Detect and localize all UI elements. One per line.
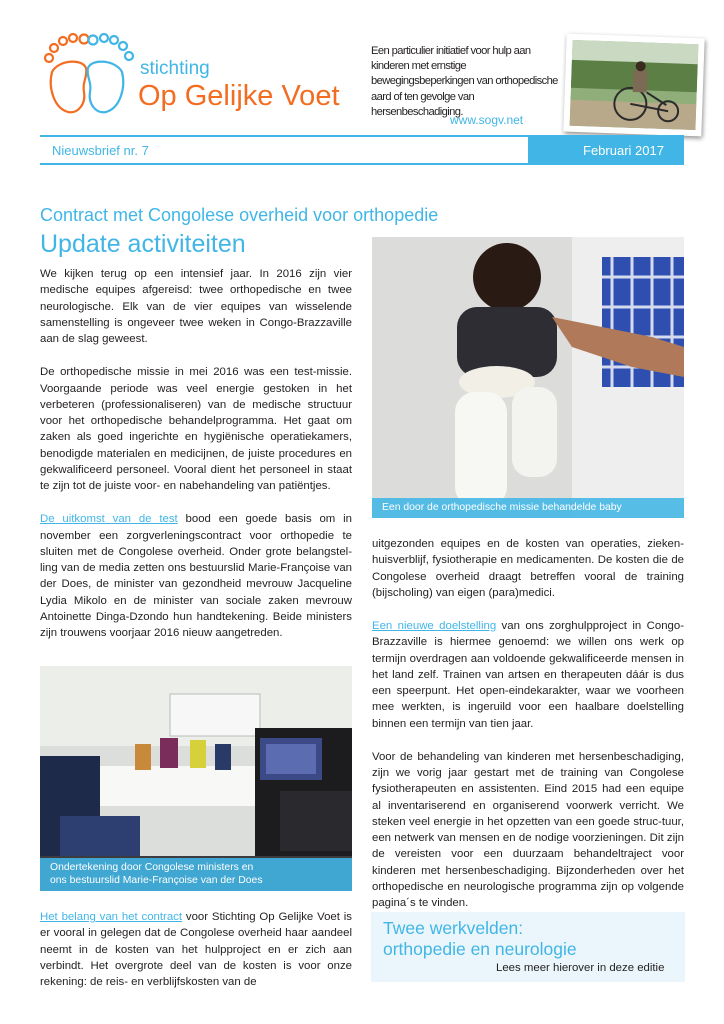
signing-caption-line2: ons bestuurslid Marie-Françoise van der Does <box>50 874 263 886</box>
fields-box-title-line1: Twee werkvelden: <box>383 918 524 938</box>
website-link[interactable]: www.sogv.net <box>450 113 524 127</box>
paragraph-1: We kijken terug op een intensief jaar. In 2016 zijn vier medische equipes afgereisd: twee orthopedische en twee neurologische. Elk van de vier equipes van wisselende samenstelling is ongeveer twee weken in Congo-Brazzaville aan de slag geweest. <box>40 268 352 345</box>
baby-caption: Een door de orthopedische missie behandelde baby <box>372 498 684 519</box>
fields-box-title <box>383 918 577 960</box>
left-column-top <box>40 266 352 641</box>
baby-photo <box>372 237 684 518</box>
paragraph-2: De orthopedische missie in mei 2016 was een test-missie. Voorgaande periode was veel energie gestoken in het verbeteren (professionaliseren) van de medische structuur voor het orthopedische behandelprogramma. Het gaat om zaken als goed ingerichte en hygiënische operatiekamers, benodigde materialen en medicijnen, de juiste procedures en gekwalificeerd personeel. Vooral dient het personeel in staat te zijn tot de juiste voor- en nabehandeling van patiëntjes. <box>40 366 352 492</box>
newsletter-number: Nieuwsbrief nr. 7 <box>52 143 149 158</box>
wheelchair-photo <box>563 34 704 137</box>
intro-text: Een particulier initiatief voor hulp aan kinderen met ernstige bewegingsbeperkingen van orthopedische aard of ten gevolge van hersenbeschadiging. <box>371 45 558 118</box>
foot-logo-icon <box>40 28 135 118</box>
paragraph-6-text: van ons zorghulpproject in Congo-Brazzaville is hiermee genoemd: we willen ons werk op termijn overdragen aan voldoende gekwalificeerde mensen in het land zelf. Trainen van artsen en therapeuten dáár is dus een speerpunt. Het open-eindekarakter, waar we voorheen mee werkten, is ingeruild voor een haalbare doelstelling binnen een termijn van tien jaar. <box>372 620 684 730</box>
paragraph-6 <box>372 618 684 732</box>
article-subtitle: Contract met Congolese overheid voor orthopedie <box>40 205 439 225</box>
fields-box-title-line2: orthopedie en neurologie <box>383 939 577 959</box>
paragraph-4-text: voor Stichting Op Gelijke Voet is er vooral in gelegen dat de Congolese overheid haar aandeel neemt in de kosten van het hulpproject en er zich aan verbindt. Het overgrote deel van de kosten is voor onze rekening: de reis- en verblijfskosten van de <box>40 911 352 988</box>
paragraph-3 <box>40 511 352 641</box>
paragraph-4 <box>40 909 352 990</box>
logo-name-text: Op Gelijke Voet <box>138 80 340 112</box>
read-more-text: Lees meer hierover in deze editie <box>496 962 665 974</box>
logo-stichting-text: stichting <box>140 58 210 79</box>
highlight-new-goal: Een nieuwe doelstelling <box>372 620 497 632</box>
signing-caption <box>40 858 352 891</box>
signing-caption-line1: Ondertekening door Congolese ministers en <box>50 862 254 873</box>
highlight-test-outcome: De uitkomst van de test <box>40 513 178 526</box>
paragraph-7: Voor de behandeling van kinderen met hersenbeschadiging, zijn we vorig jaar gestart met de training van Congolese fysiotherapeuten en assistenten. Eind 2015 had een equipe al inventariserend en organiserend voorwerk verricht. We steken veel energie in het opzetten van een goede struc-tuur, een netwerk van mensen en de nodige voorzieningen. Dit zijn de vereisten voor een duurzaam behandeltraject voor kinderen met hersenbeschadiging. Bijzonderheden over het orthopedische en neurologische programma zijn op volgende pagina´s te vinden. <box>372 750 684 909</box>
paragraph-3-text: bood een goede basis om in november een zorgverleningscontract voor orthopedie te sluiten met de Congolese overheid. Onder grote belangstel-ling van de media zetten ons bestuurslid Marie-Françoise van der Does, de minister van gezondheid mevrouw Jacqueline Lydia Mikolo en de minister van sociale zaken mevrouw Antoinette Dinga-Dzondo hun handtekening. Beide ministers zijn trouwens voorjaar 2016 nieuw aangetreden. <box>40 513 352 639</box>
newsletter-date: Februari 2017 <box>583 143 664 158</box>
paragraph-5: uitgezonden equipes en de kosten van operaties, zieken-huisverblijf, fysiotherapie en medicamenten. De kosten die de Congolese overheid draagt betreffen vooral de training (bijscholing) van eigen (para)medici. <box>372 538 684 599</box>
signing-photo <box>40 666 352 891</box>
highlight-contract-importance: Het belang van het contract <box>40 911 183 923</box>
article-title: Update activiteiten <box>40 230 246 258</box>
right-column <box>372 536 684 911</box>
